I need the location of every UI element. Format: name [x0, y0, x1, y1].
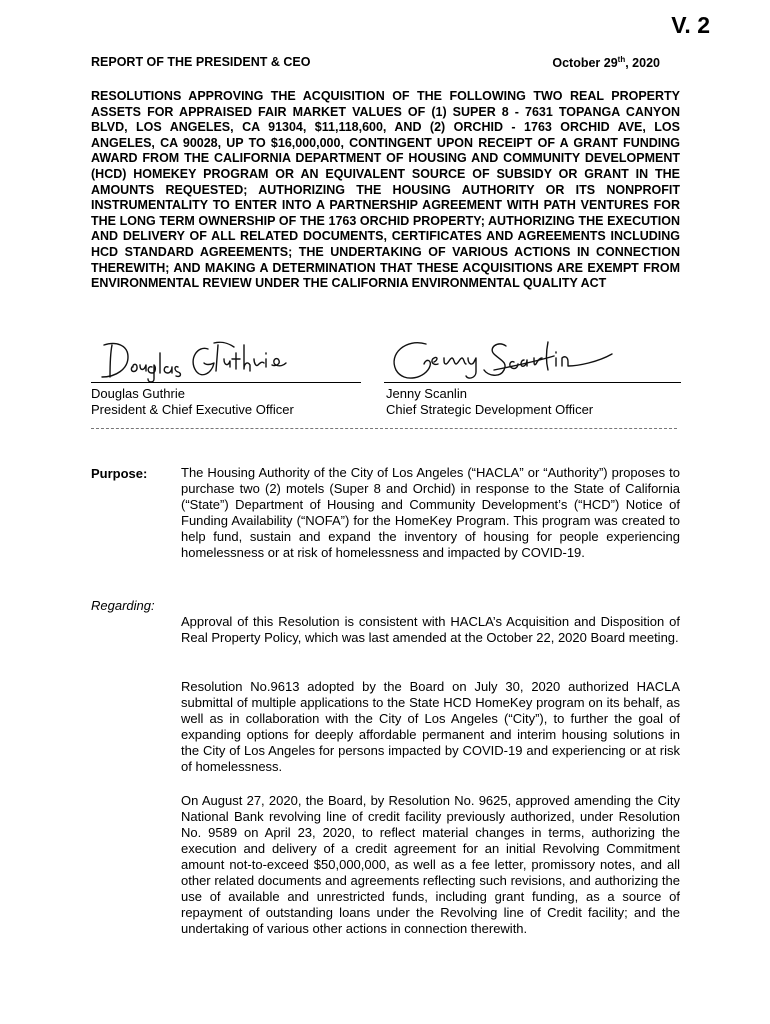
purpose-label: Purpose:	[91, 466, 148, 481]
signer-name-2: Jenny Scanlin	[386, 386, 467, 401]
report-title: REPORT OF THE PRESIDENT & CEO	[91, 55, 311, 69]
date-prefix: October 29	[552, 56, 618, 71]
section-divider	[91, 428, 677, 429]
resolution-title: RESOLUTIONS APPROVING THE ACQUISITION OF THE FOLLOWING TWO REAL PROPERTY ASSETS FOR APPRAISED FAIR MARKET VALUES OF (1) SUPER 8 - 7631 TOPANGA CANYON BLVD, LOS ANGELES, CA 91304, $11,118,600, AND (2) ORCHID - 1763 ORCHID AVE, LOS ANGELES, CA 90028, UP TO $16,000,000, CONTINGENT UPON RECEIPT OF A GRANT FUNDING AWARD FROM THE CALIFORNIA DEPARTMENT OF HOUSING AND COMMUNITY DEVELOPMENT (HCD) HOMEKEY PROGRAM OR AN EQUIVALENT SOURCE OF SUBSIDY OR GRANT IN THE AMOUNTS REQUESTED; AUTHORIZING THE HOUSING AUTHORITY OR ITS NONPROFIT INSTRUMENTALITY TO ENTER INTO A PARTNERSHIP AGREEMENT WITH PATH VENTURES FOR THE LONG TERM OWNERSHIP OF THE 1763 ORCHID PROPERTY; AUTHORIZING THE EXECUTION AND DELIVERY OF ALL RELATED DOCUMENTS, CERTIFICATES AND AGREEMENTS INCLUDING HCD STANDARD AGREEMENTS; THE UNDERTAKING OF VARIOUS ACTIONS IN CONNECTION THEREWITH; AND MAKING A DETERMINATION THAT THESE ACQUISITIONS ARE EXEMPT FROM ENVIRONMENTAL REVIEW UNDER THE CALIFORNIA ENVIRONMENTAL QUALITY ACT	[91, 89, 680, 291]
signature-jenny-scanlin	[386, 336, 626, 384]
signer-title-1: President & Chief Executive Officer	[91, 402, 294, 417]
regarding-paragraph-3: On August 27, 2020, the Board, by Resolution No. 9625, approved amending the City National Bank revolving line of credit facility previously authorized, under Resolution No. 9589 on April 23, 2020, to reflect material changes in terms, authorizing the execution and delivery of a credit agreement for an initial Revolving Commitment amount not-to-exceed $50,000,000, as well as a fee letter, promissory notes, and all other related documents and agreements reflecting such revisions, and authorizing the use of available and unrestricted funds, including grant funding, as a source of repayment of outstanding loans under the Revolving line of Credit facility; and the undertaking of various other actions in connection therewith.	[181, 793, 680, 936]
regarding-paragraph-2: Resolution No.9613 adopted by the Board on July 30, 2020 authorized HACLA submittal of multiple applications to the State HCD HomeKey program on its behalf, as well as in collaboration with the City of Los Angeles (“City”), to further the goal of expanding options for deeply affordable permanent and interim housing solutions in the City of Los Angeles for persons impacted by COVID-19 and experiencing or at risk of homelessness.	[181, 679, 680, 774]
date-suffix: , 2020	[625, 56, 660, 71]
regarding-label: Regarding:	[91, 598, 155, 613]
purpose-paragraph: The Housing Authority of the City of Los Angeles (“HACLA” or “Authority”) proposes to purchase two (2) motels (Super 8 and Orchid) in response to the State of California (“State”) Department of Housing and Community Development’s (“HCD”) Notice of Funding Availability (“NOFA”) for the HomeKey Program. This program was created to help fund, sustain and expand the inventory of housing for people experiencing homelessness or at risk of homelessness and impacted by COVID-19.	[181, 465, 680, 560]
version-label: V. 2	[671, 12, 710, 38]
regarding-paragraph-1: Approval of this Resolution is consistent with HACLA’s Acquisition and Disposition of Real Property Policy, which was last amended at the October 22, 2020 Board meeting.	[181, 614, 680, 645]
date-superscript: th	[617, 55, 626, 64]
signer-title-2: Chief Strategic Development Officer	[386, 402, 594, 417]
signature-douglas-guthrie	[96, 337, 296, 382]
signer-name-1: Douglas Guthrie	[91, 386, 185, 401]
signature-line-2	[384, 382, 681, 383]
report-date	[552, 55, 660, 70]
signature-line-1	[91, 382, 361, 383]
